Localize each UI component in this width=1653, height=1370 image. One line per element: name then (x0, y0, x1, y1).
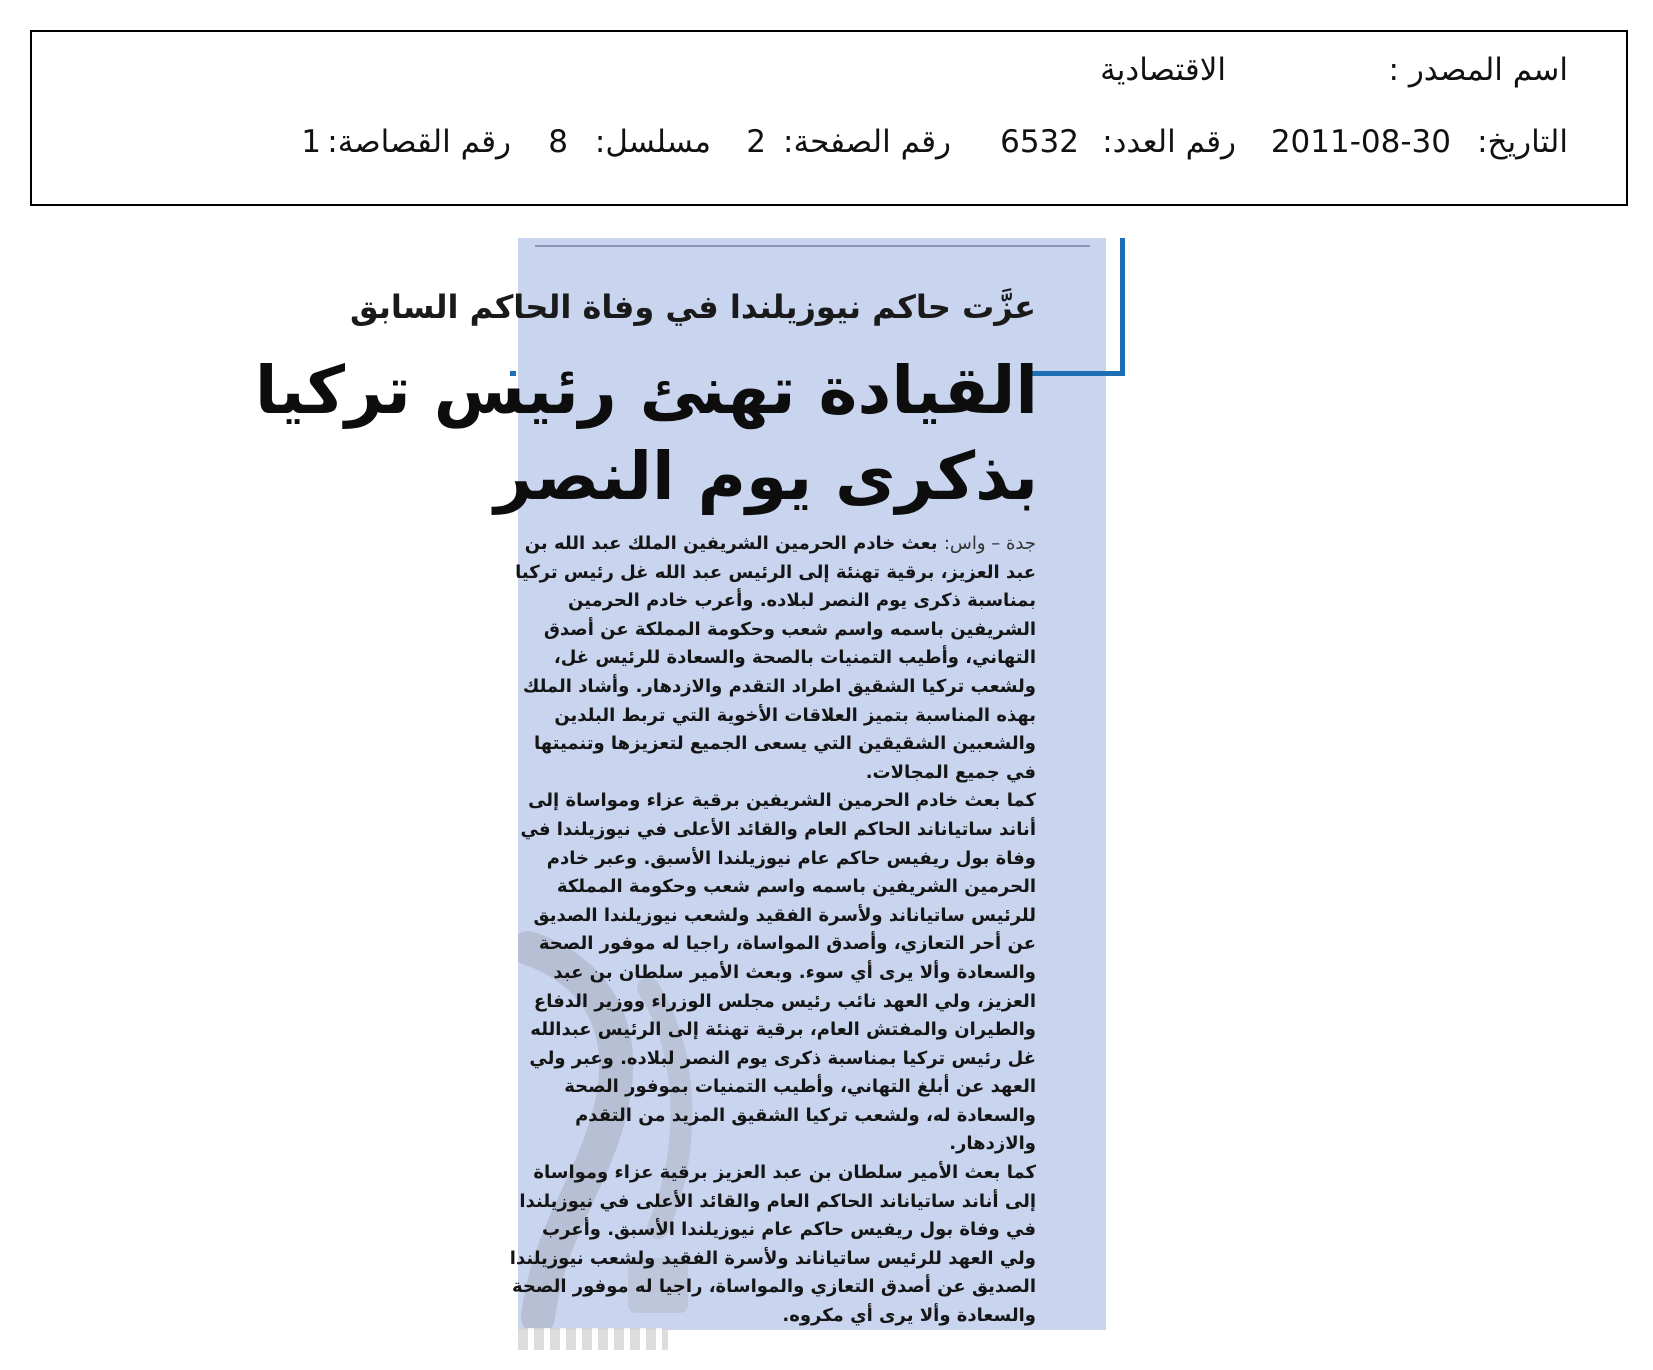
clipping-metadata-box (30, 30, 1628, 206)
newspaper-clipping (254, 238, 1106, 1330)
page-label: رقم الصفحة: (783, 124, 951, 160)
article-headline (254, 348, 1038, 520)
headline-line-2: بذكرى يوم النصر (494, 438, 1038, 515)
headline-line-1: القيادة تهنئ رئيس تركيا (254, 352, 1038, 429)
article-kicker: عزَّت حاكم نيوزيلندا في وفاة الحاكم السابق (350, 288, 1036, 326)
clipping-top-rule (535, 245, 1090, 247)
source-label: اسم المصدر : (1388, 52, 1568, 88)
paragraph-1-text: بعث خادم الحرمين الشريفين الملك عبد الله بن عبد العزيز، برقية تهنئة إلى الرئيس عبد الله غل رئيس تركيا بمناسبة ذكرى يوم النصر لبلاده. وأعرب خادم الحرمين الشريفين باسمه واسم شعب وحكومة المملكة عن أصدق التهاني، وأطيب التمنيات بالصحة والسعادة للرئيس غل، ولشعب تركيا الشقيق اطراد التقدم والازدهار. وأشاد الملك بهذه المناسبة بتميز العلاقات الأخوية التي تربط البلدين والشعبين الشقيقين التي يسعى الجميع لتعزيزها وتنميتها في جميع المجالات. (515, 533, 1036, 783)
clip-number-label: رقم القصاصة: (327, 124, 511, 160)
watermark-strip (518, 1328, 668, 1350)
article-paragraph-2: كما بعث خادم الحرمين الشريفين برقية عزاء ومواساة إلى أناند ساتياناند الحاكم العام والقائد الأعلى في نيوزيلندا في وفاة بول ريفيس حاكم عام نيوزيلندا الأسبق. وعبر خادم الحرمين الشريفين باسمه واسم شعب وحكومة المملكة للرئيس ساتياناند ولأسرة الفقيد ولشعب نيوزيلندا الصديق عن أحر التعازي، وأصدق المواساة، راجيا له موفور الصحة والسعادة وألا يرى أي سوء. وبعث الأمير سلطان بن عبد العزيز، ولي العهد نائب رئيس مجلس الوزراء ووزير الدفاع والطيران والمفتش العام، برقية تهنئة إلى الرئيس عبدالله غل رئيس تركيا بمناسبة ذكرى يوم النصر لبلاده. وعبر ولي العهد عن أبلغ التهاني، وأطيب التمنيات بموفور الصحة والسعادة له، ولشعب تركيا الشقيق المزيد من التقدم والازدهار. (520, 790, 1036, 1155)
issue-value: 6532 (1000, 124, 1079, 160)
headline-bracket-vertical (1120, 238, 1125, 376)
headline-bracket-horizontal (1030, 371, 1125, 376)
serial-label: مسلسل: (594, 124, 711, 160)
date-value: 2011-08-30 (1270, 124, 1451, 160)
article-paragraph-1 (508, 530, 1036, 787)
article-paragraph-3: كما بعث الأمير سلطان بن عبد العزيز برقية عزاء ومواساة إلى أناند ساتياناند الحاكم العام والقائد الأعلى في نيوزيلندا في وفاة بول ريفيس حاكم عام نيوزيلندا الأسبق. وأعرب ولي العهد للرئيس ساتياناند ولأسرة الفقيد ولشعب نيوزيلندا الصديق عن أصدق التعازي والمواساة، راجيا له موفور الصحة والسعادة وألا يرى أي مكروه. (509, 1162, 1036, 1327)
article-body (508, 530, 1036, 1331)
page-value: 2 (746, 124, 766, 160)
serial-value: 8 (548, 124, 568, 160)
clip-number-value: 1 (301, 124, 321, 160)
source-value: الاقتصادية (1100, 52, 1226, 88)
article-dateline: جدة – واس: (943, 533, 1036, 554)
date-label: التاريخ: (1477, 124, 1568, 160)
issue-label: رقم العدد: (1102, 124, 1236, 160)
